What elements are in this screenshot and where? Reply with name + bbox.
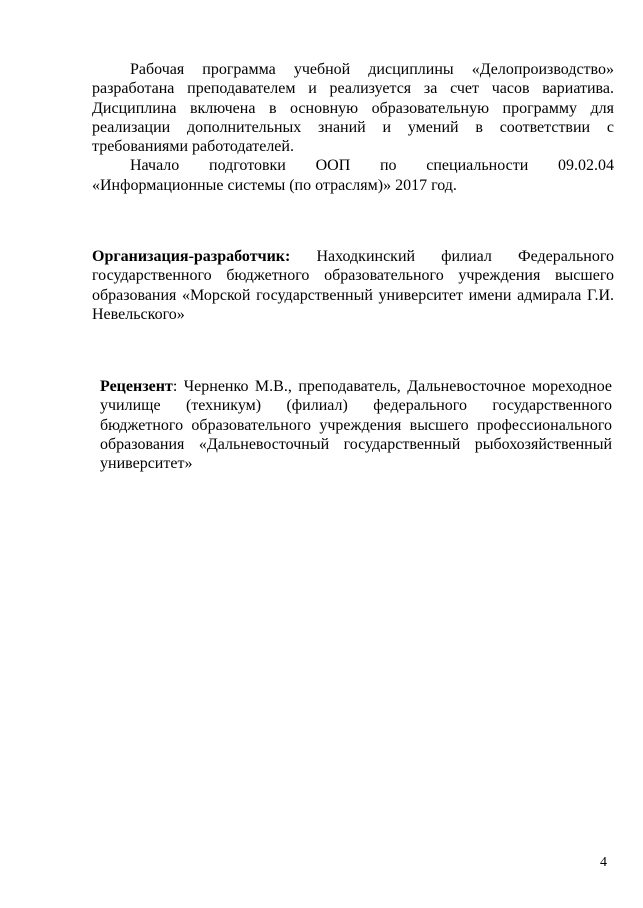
intro-paragraph-program: Рабочая программа учебной дисциплины «Делопроизводство» разработана преподавателем и реализуется за счет часов вариатива. Дисциплина включена в основную образовательную программу для реализации дополнительных знаний и умений в соответствии с требованиями работодателей. xyxy=(92,61,614,156)
developer-organization-label: Организация-разработчик: xyxy=(92,248,291,265)
reviewer-label: Рецензент xyxy=(100,378,173,395)
developer-organization-section xyxy=(92,247,614,324)
page-number: 4 xyxy=(600,855,607,870)
reviewer-paragraph xyxy=(100,377,612,473)
reviewer-text: : Черненко М.В., преподаватель, Дальневосточное мореходное училище (техникум) (филиал) федерального государственного бюджетного образовательного учреждения высшего профессионального образования «Дальневосточный государственный рыбохозяйственный университет» xyxy=(100,378,612,473)
developer-organization-paragraph xyxy=(92,247,614,324)
intro-section xyxy=(92,60,614,195)
developer-organization-text: Находкинский филиал Федерального государственного бюджетного образовательного учреждения высшего образования «Морской государственный университет имени адмирала Г.И. Невельского» xyxy=(92,248,614,323)
intro-paragraph-start: Начало подготовки ООП по специальности 09.02.04 «Информационные системы (по отраслям)» 2017 год. xyxy=(92,157,614,194)
reviewer-section xyxy=(100,377,612,473)
